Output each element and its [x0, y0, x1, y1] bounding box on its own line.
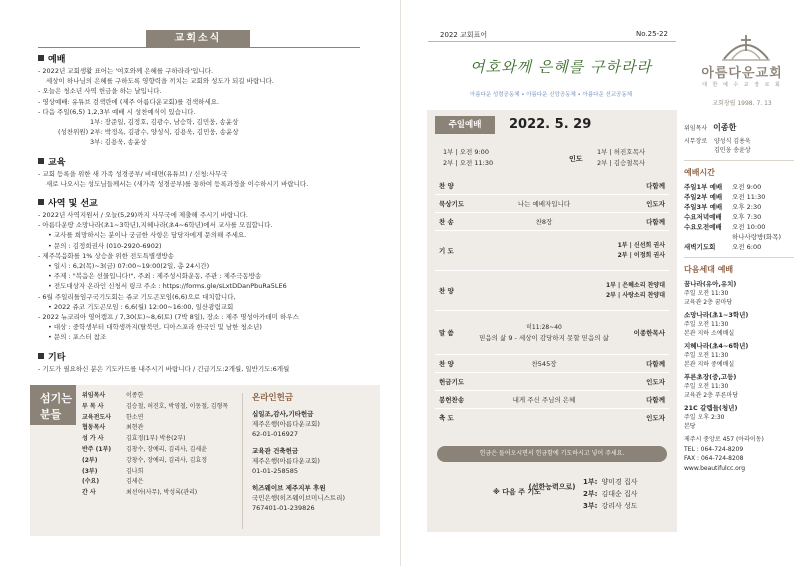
elders-role: 시무장로	[684, 138, 708, 145]
online-offering	[252, 391, 376, 520]
order-title: 찬 양	[439, 181, 454, 190]
news-section-title: 사역 및 선교	[48, 199, 98, 210]
schedule-time: 오전 6:00	[732, 243, 762, 251]
order-row	[435, 372, 669, 390]
motto: 여호와께 은혜를 구하라라	[470, 58, 652, 76]
section-title: 교회소식	[146, 30, 250, 48]
next-gen-line: 주일 오전 11:30	[684, 383, 729, 390]
order-row	[435, 390, 669, 408]
staff-title	[40, 391, 74, 423]
offering-title: 히즈웨이브 제주지부 후원	[252, 484, 326, 492]
service-order	[435, 176, 669, 426]
schedule-row	[684, 232, 794, 242]
staff-title-line: 섬기는	[40, 392, 72, 405]
order-person-line: 1부 | 신선희 권사	[617, 241, 665, 249]
service-label: 주일예배	[435, 116, 495, 134]
order-title: 찬 양	[439, 360, 454, 368]
offering-line: 01-01-258585	[252, 467, 299, 475]
square-bullet-icon	[38, 353, 44, 359]
next-prayer-part: 2부:	[583, 490, 598, 498]
order-row	[435, 194, 669, 212]
next-gen-line: 주일 오전 11:30	[684, 321, 729, 328]
service-header	[435, 116, 669, 134]
staff-names: 김나희	[126, 467, 144, 475]
order-person: 다함께	[646, 396, 665, 404]
staff-row	[82, 423, 232, 434]
news-line: - 영상예배: 유튜브 검색란에 (제주 아름다운교회)를 검색하세요.	[38, 97, 220, 106]
elders-line: 김민웅 송윤상	[714, 147, 751, 154]
order-person-line: 2부 | 사랑소리 찬양대	[605, 291, 665, 299]
staff-names: 김창수, 장예리, 김리사, 김세윤	[126, 445, 207, 453]
schedule-name: 새벽기도회	[684, 243, 716, 251]
staff-list	[82, 391, 232, 499]
next-gen-line: 본관 지하 소예배실	[684, 330, 735, 337]
issue-number: No.25-22	[636, 30, 668, 38]
square-bullet-icon	[38, 199, 44, 205]
service-time: 2부 | 오전 11:30	[443, 159, 494, 167]
order-row	[435, 176, 669, 194]
order-title: 봉헌찬송	[439, 396, 465, 404]
next-prayer-row	[583, 488, 637, 500]
divider	[242, 393, 243, 529]
offering-title: 십일조,감사,기타헌금	[252, 410, 314, 418]
order-person: 인도자	[646, 414, 665, 422]
sermon-line: 믿음의 삶 9 - 세상이 감당하지 못할 믿음의 삶	[479, 333, 609, 342]
schedule-time: 오전 11:30	[732, 193, 766, 201]
staff-names: 김효정(1부) 박용(2부)	[126, 435, 186, 443]
staff-offering-box	[30, 385, 380, 536]
offering-gap	[252, 513, 376, 520]
order-title: 축 도	[439, 414, 454, 422]
staff-row	[82, 456, 232, 467]
pastor-role: 위임목사	[684, 125, 708, 132]
next-gen-title: 다음세대 예배	[684, 265, 734, 274]
staff-row	[82, 477, 232, 488]
schedule-name: 수요저녁예배	[684, 213, 722, 221]
next-prayer-part: 3부:	[583, 502, 598, 510]
offering-list	[252, 409, 376, 520]
news-line: • 문의 : 김정희권사 (010-2920-6902)	[48, 241, 162, 250]
order-person: 다함께	[646, 181, 665, 190]
staff-role: (3부)	[82, 467, 98, 475]
news-line: - 2022년 교회생활 표어는 '여호와께 은혜를 구하라라'입니다.	[38, 67, 214, 75]
staff-role: 부 목 사	[82, 402, 104, 410]
square-bullet-icon	[38, 55, 44, 61]
next-gen-name: 21C 갈렙들(청년)	[684, 404, 738, 412]
news-section-heading	[38, 350, 370, 363]
news-section-heading	[38, 196, 370, 209]
order-person	[599, 241, 669, 261]
church-denomination: 대 한 예 수 교 장 로 회	[702, 82, 782, 88]
next-gen-line: 주일 오전 11:30	[684, 352, 729, 359]
schedule-name: 주일2부 예배	[684, 193, 723, 201]
service-time: 1부 | 오전 9:00	[443, 148, 489, 156]
news-line: • 전도대상자 온라인 신청서 링크 주소 : https://forms.gle/sLxtDDanPbuRa5LE6	[48, 282, 287, 291]
next-gen-line: 교육관 2층 꿈마당	[684, 299, 733, 306]
section-rule	[38, 47, 360, 48]
next-prayer-name: 양미경 집사	[601, 478, 638, 486]
order-title: 찬 송	[439, 218, 454, 226]
staff-names: 김승철, 허진호, 박영철, 이동철, 김형목	[126, 402, 229, 410]
staff-role: 반주 (1부)	[82, 445, 112, 453]
side-rule	[684, 160, 794, 161]
next-gen-item	[684, 279, 794, 307]
order-person: 이종한목사	[633, 329, 665, 337]
news-section-title: 기타	[48, 352, 66, 363]
news-line: • 문의 : 포스터 참조	[48, 333, 107, 342]
news-line: - 아름다운땅 소망나라(초1~3학년),지혜나라(초4~6학년)에서 교사를 모집합니다.	[38, 221, 273, 230]
order-row	[435, 270, 669, 310]
staff-row	[82, 391, 232, 402]
staff-role: 협동목사	[82, 424, 106, 432]
church-name: 아름다운교회	[701, 66, 783, 81]
issue-label: 2022 교회표어	[440, 31, 488, 39]
right-page	[400, 0, 800, 566]
next-gen-list	[684, 279, 794, 431]
schedule-title: 예배시간	[684, 168, 715, 177]
service-order-box	[427, 110, 677, 532]
order-person: 인도자	[646, 378, 665, 386]
order-person	[599, 281, 669, 301]
news-section-heading	[38, 52, 370, 65]
next-prayer-row	[583, 500, 637, 512]
contact-line: 제주시 중앙로 457 (아라이동)	[684, 436, 764, 443]
church-news	[38, 52, 370, 374]
news-line: (성찬위원) 2부: 박정옥, 김광수, 양성식, 김용욱, 김민웅, 송윤상	[58, 128, 239, 137]
schedule-time: 오전 10:00	[732, 223, 766, 231]
motto-subtitle: 아름다운 성령공동체 • 아름다운 신앙공동체 • 아름다운 선교공동체	[469, 92, 633, 98]
order-person: 다함께	[646, 218, 665, 226]
next-gen-name: 소망나라(초1~3학년)	[684, 311, 749, 319]
header-rule	[428, 41, 676, 42]
next-gen-item	[684, 341, 794, 369]
next-gen-line: 주일 오후 2:30	[684, 414, 725, 421]
service-date: 2022. 5. 29	[509, 117, 592, 132]
staff-names: 최현관	[126, 424, 144, 432]
staff-row	[82, 488, 232, 499]
order-person-line: 1부 | 은혜소리 찬양대	[605, 281, 665, 289]
staff-role: 위임목사	[82, 392, 106, 399]
news-line: - 기도가 필요하신 분은 기도카드를 내주시기 바랍니다 / 긴급기도:2개월, 일반기도:6개월	[38, 364, 290, 373]
contact-line: FAX : 064-724-8208	[684, 455, 744, 462]
order-title: 헌금기도	[439, 378, 465, 386]
staff-names: 최선아(사무), 박성록(관리)	[126, 489, 198, 497]
order-title: 찬 양	[439, 287, 454, 295]
schedule-time: 오후 7:30	[732, 213, 762, 221]
news-line: - 다음 주일(6,5) 1,2,3부 예배 시 성찬예식이 있습니다.	[38, 107, 196, 116]
schedule-time: 오전 9:00	[732, 183, 762, 191]
staff-role: (2부)	[82, 456, 98, 464]
pastor-row	[684, 123, 794, 133]
contact-line: TEL : 064-724-8209	[684, 445, 744, 453]
staff-names: 강창수, 장예리, 김리사, 김효정	[126, 456, 207, 464]
closing-hymn: (선한능력으로)	[528, 483, 576, 491]
order-row	[435, 230, 669, 270]
next-prayer-row	[583, 476, 637, 488]
staff-role: (수요)	[82, 478, 100, 486]
news-section-title: 예배	[48, 55, 66, 65]
staff-names: 김세은	[126, 478, 144, 486]
order-person: 인도자	[646, 200, 665, 208]
next-gen-item	[684, 310, 794, 338]
next-gen-line: 교육관 2층 푸른마당	[684, 392, 739, 399]
square-bullet-icon	[38, 158, 44, 164]
order-middle: 내게 주신 주님의 은혜	[512, 396, 576, 404]
news-line: - 2022년 사역지원서 / 오늘(5,29)까지 사무국에 제출해 주시기 바랍니다.	[38, 211, 248, 220]
established-date: 교회창립 1998. 7. 13	[712, 100, 772, 107]
next-gen-name: 지혜나라(초4~6학년)	[684, 342, 749, 350]
offering-line: 제주은행(아름다운교회)	[252, 457, 320, 465]
order-title: 말 씀	[439, 329, 454, 337]
offering-gap	[252, 476, 376, 483]
news-line: - 오늘은 청소년 사역 헌금을 하는 날입니다.	[38, 87, 162, 96]
next-gen-item	[684, 403, 794, 431]
staff-role: 간 사	[82, 489, 96, 497]
staff-role: 교육전도사	[82, 413, 111, 421]
offering-gap	[252, 439, 376, 446]
next-prayer-part: 1부:	[583, 478, 598, 486]
schedule-row	[684, 212, 794, 222]
church-logo-icon	[720, 33, 772, 63]
schedule-name: 주일1부 예배	[684, 183, 723, 191]
news-line: - 제주복음화를 1% 상승을 위한 전도특별생방송	[38, 251, 175, 260]
news-line: • 교사를 희망하시는 분이나 궁금한 사항은 담당자에게 문의해 주세요.	[48, 231, 247, 240]
next-gen-item	[684, 372, 794, 400]
staff-names: 한소연	[126, 413, 144, 421]
next-gen-line: 주일 오전 11:30	[684, 290, 729, 297]
order-person: 다함께	[646, 360, 665, 368]
elders-line: 양성식 김용욱	[714, 138, 751, 145]
staff-names: 이종한	[126, 392, 144, 399]
offering-line: 국민은행(히즈웨이브미니스트리)	[252, 494, 345, 502]
offering-title: 교육관 건축헌금	[252, 447, 299, 455]
order-middle: 나는 예배자입니다	[517, 200, 571, 208]
news-line: • 대상 : 중학생부터 대학생까지(탈북민, 디아스포라 한국인 및 남한 청소년)	[48, 323, 262, 332]
contact-line: www.beautifulcc.org	[684, 464, 746, 472]
next-gen-line: 본당	[684, 423, 696, 430]
next-prayer-name: 강리사 성도	[601, 502, 638, 510]
news-line: • 주제 : "복음은 선물입니다!", 주최 : 제주성시화운동, 주관 : 제주극동방송	[48, 272, 262, 281]
side-rule	[684, 257, 794, 258]
news-line: 1부: 장준일, 김정호, 김광수, 남승학, 김민웅, 송윤상	[90, 118, 239, 127]
order-middle: 찬545장	[531, 360, 557, 368]
elders-names	[714, 137, 751, 155]
leader-label: 인도	[569, 155, 583, 163]
next-week-label: ※ 다음 주 기도	[493, 488, 541, 496]
next-week-list	[583, 476, 637, 512]
order-row	[435, 408, 669, 426]
order-row	[435, 212, 669, 230]
pastor-name: 이종한	[713, 123, 737, 132]
service-leader: 2부 | 김승철목사	[597, 159, 646, 167]
order-middle: 찬8장	[535, 218, 553, 226]
sermon-line: 히11:28~40	[526, 323, 562, 331]
offering-line: 62-01-016927	[252, 430, 299, 438]
next-gen-name: 푸른초장(중,고등)	[684, 373, 737, 381]
news-line: 새로 나오시는 성도님들께서는 (새가족 성경공부)를 통하여 등록과정을 이수하시기 바랍니다.	[46, 179, 309, 188]
staff-row	[82, 467, 232, 478]
schedule-row	[684, 182, 794, 192]
next-prayer-name: 김대순 집사	[601, 490, 638, 498]
news-section-heading	[38, 155, 370, 168]
next-gen-name: 꿈나라(유아,유치)	[684, 280, 737, 288]
staff-row	[82, 445, 232, 456]
order-middle	[475, 323, 613, 343]
order-row	[435, 354, 669, 372]
schedule-name: 주일3부 예배	[684, 203, 723, 211]
staff-row	[82, 434, 232, 445]
staff-row	[82, 402, 232, 413]
staff-row	[82, 413, 232, 424]
news-line: - 6월 주일리틀임구국기도회는 쥬코 기도곤모임(6,6)으로 대치합니다,	[38, 292, 236, 301]
online-offering-title: 온라인헌금	[252, 393, 294, 403]
service-leader: 1부 | 허진호목사	[597, 148, 646, 156]
staff-title-line: 분들	[40, 408, 62, 421]
news-line: - 교회 등록을 위한 새 가족 성경공부/ 비대면(유튜브) / 신청:사무국	[38, 169, 228, 178]
next-gen-line: 본관 지하 중예배실	[684, 361, 735, 368]
offering-line: 767401-01-239826	[252, 504, 315, 512]
offering-notice: 헌금은 들어오시면서 헌금함에 기도하시고 넣어 주세요.	[437, 446, 667, 462]
order-person-line: 2부 | 이정희 권사	[617, 251, 665, 259]
schedule-row	[684, 222, 794, 232]
schedule-row	[684, 242, 794, 252]
offering-line: 제주은행(아름다운교회)	[252, 420, 320, 428]
schedule-time: 오후 2:30	[732, 203, 762, 211]
order-title: 묵상기도	[439, 200, 465, 208]
side-column	[684, 123, 794, 473]
schedule-time: 하나사랑방(화목)	[732, 233, 782, 241]
elders-row	[684, 137, 794, 155]
schedule-name: 수요오전예배	[684, 223, 722, 231]
order-title: 기 도	[439, 247, 454, 255]
news-line: • 2022 쥬코 기도곤모임 : 6,6(월) 12:00~16:00, 일산광림교회	[48, 302, 234, 311]
order-row	[435, 310, 669, 354]
news-line: 3부: 김용욱, 송윤상	[90, 138, 147, 147]
news-section-title: 교육	[48, 157, 66, 168]
church-contact	[684, 435, 794, 473]
schedule-row	[684, 192, 794, 202]
staff-role: 성 가 사	[82, 435, 104, 443]
news-line: • 일시 : 6,2(목)~3(금) 07:00~19:00(2일, 총 24시간)	[48, 262, 210, 271]
news-line: - 2022 뉴코리아 영어캠프 / 7,30(토)~8,6(토) (7박 8일), 장소 : 제주 명성아카데미 하우스	[38, 313, 299, 322]
schedule-list	[684, 182, 794, 252]
news-line: 세상이 하나님의 은혜를 구하도록 영향력을 끼치는 교회와 성도가 되길 바랍니다.	[46, 77, 274, 86]
schedule-row	[684, 202, 794, 212]
